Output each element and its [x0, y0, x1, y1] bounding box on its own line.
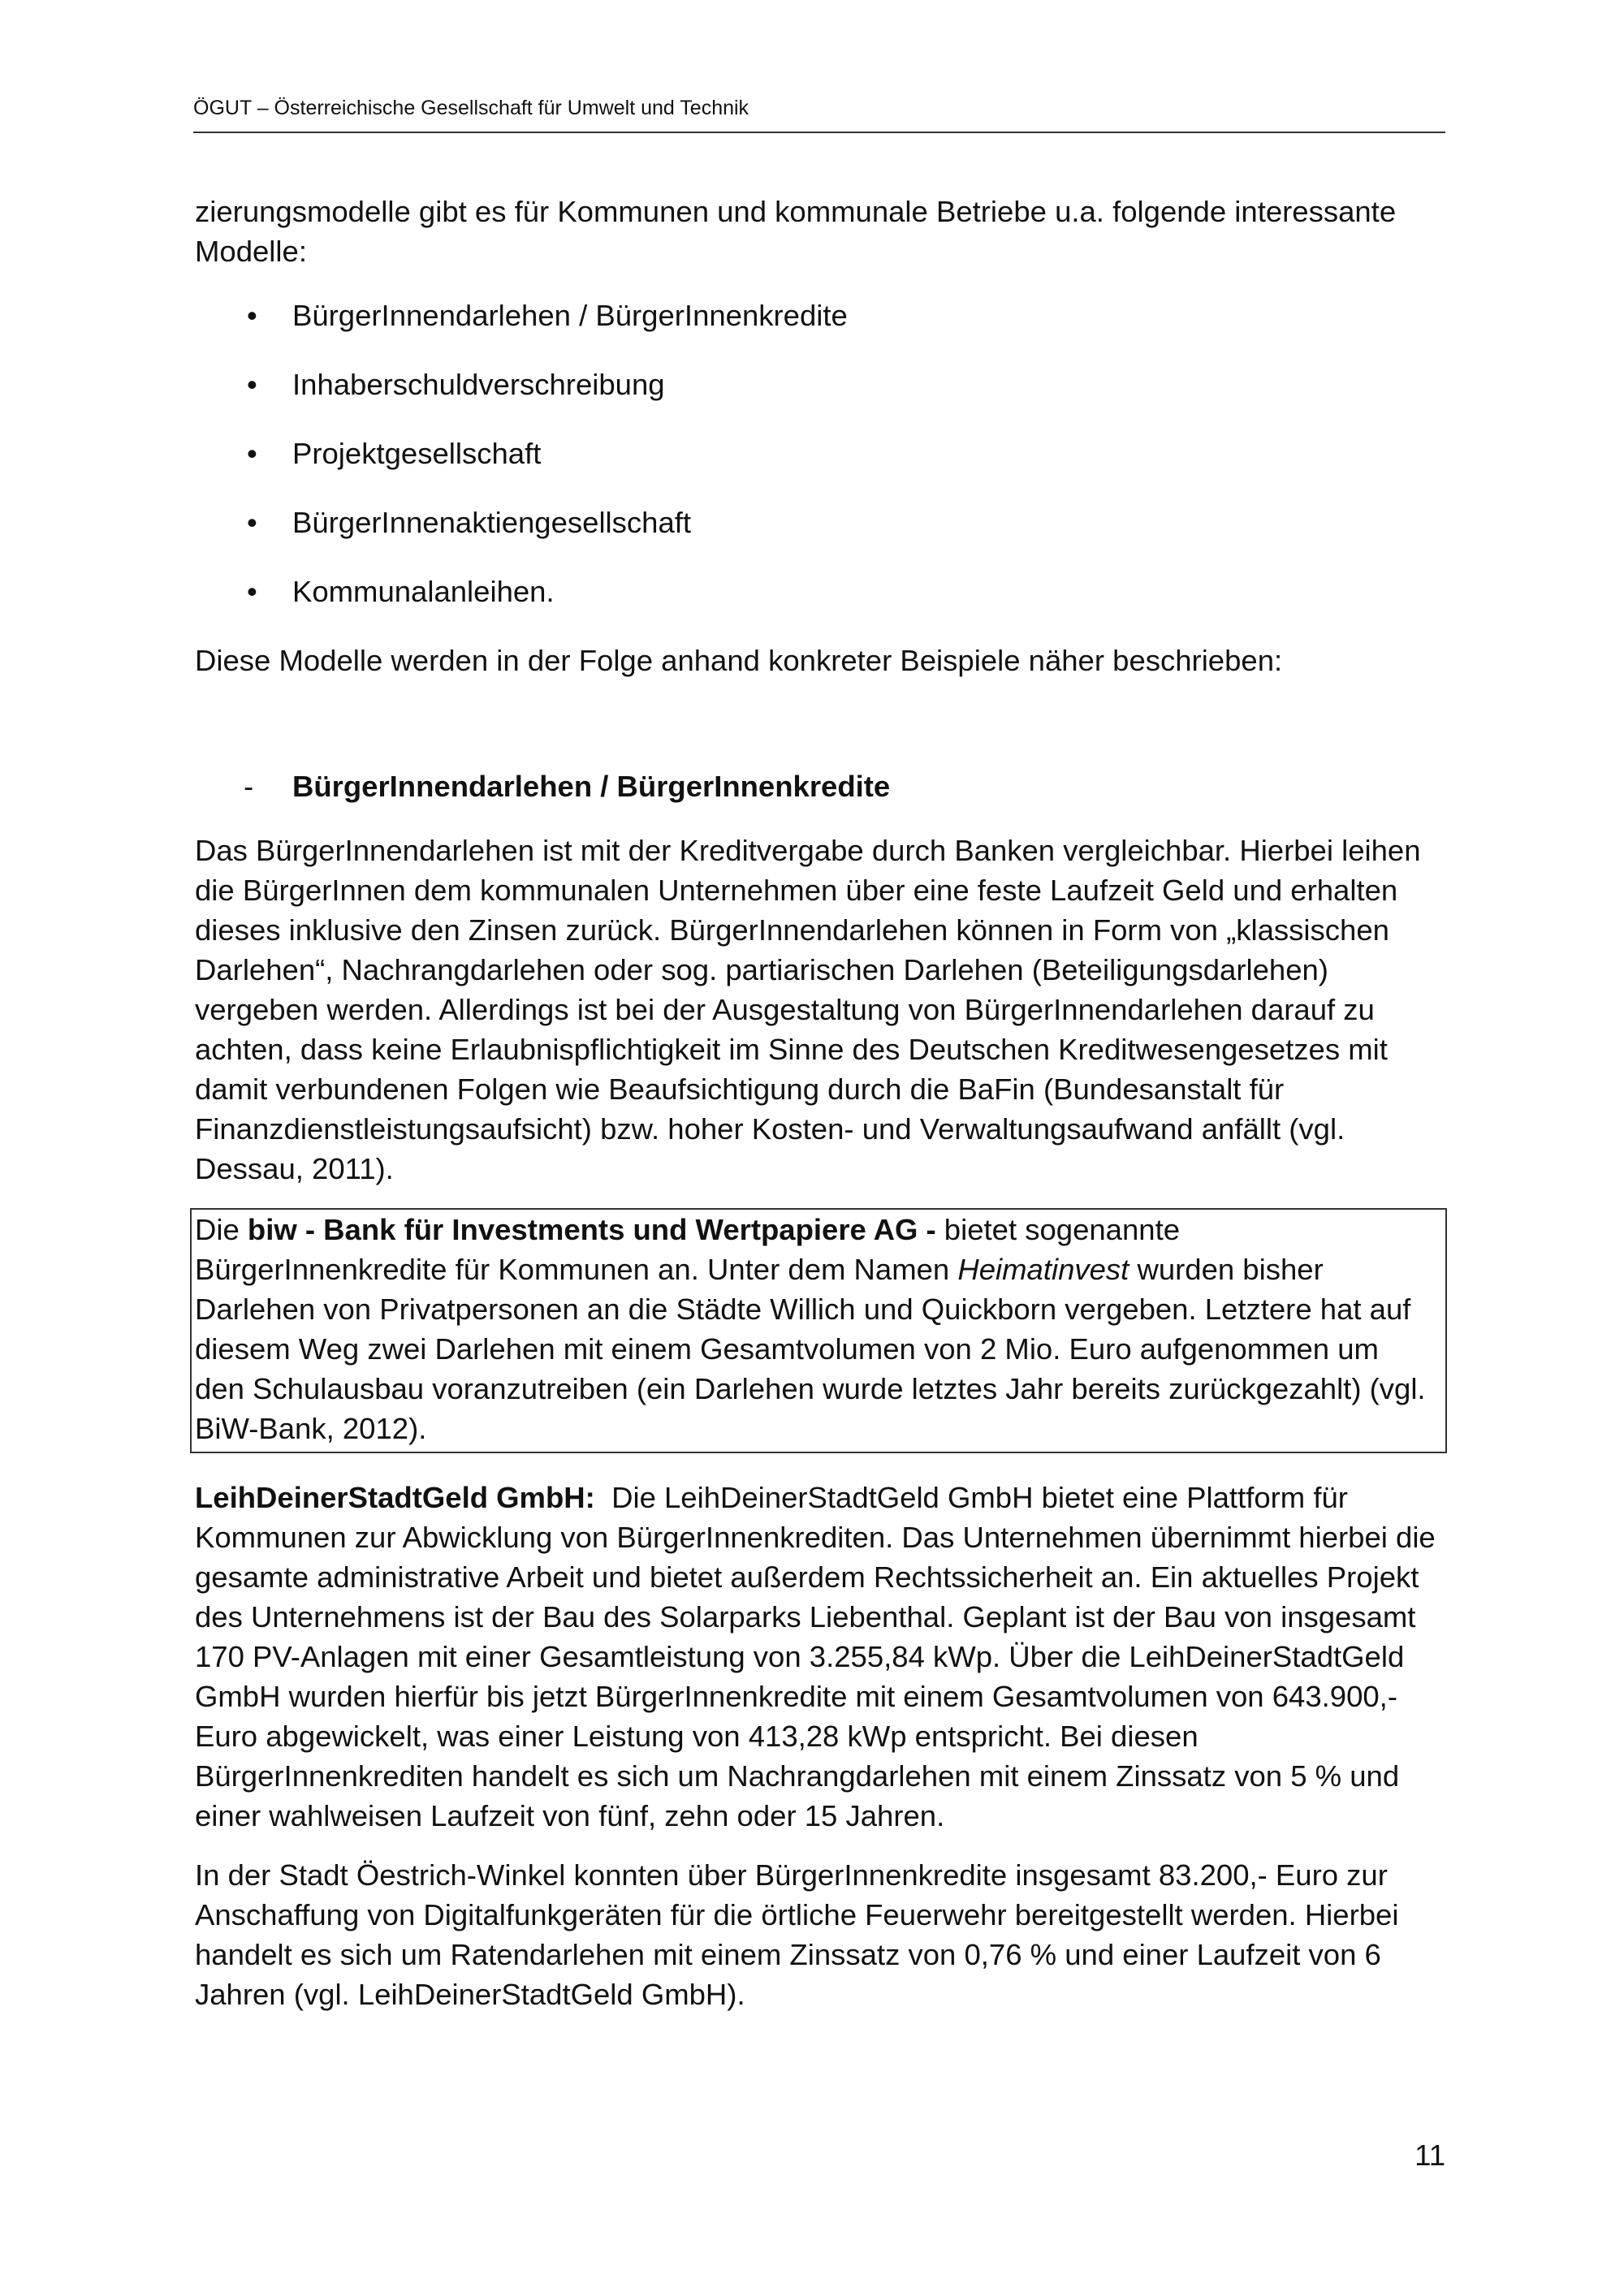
paragraph-oestrich-winkel: In der Stadt Öestrich-Winkel konnten über BürgerInnenkredite insgesamt 83.200,- Euro zur Anschaffung von Digitalfunkgeräten für die örtliche Feuerwehr bereitgestellt werden. Hierbei handelt es sich um Ratendarlehen mit einem Zinssatz von 0,76 % und einer Laufzeit von 6 Jahren (vgl. LeihDeinerStadtGeld GmbH). [195, 1858, 1399, 2011]
dash-marker: - [244, 770, 254, 803]
bank-name: biw - Bank für Investments und Wertpapiere AG - [247, 1213, 936, 1246]
bullet-icon: • [247, 575, 257, 608]
model-list [195, 296, 1445, 611]
example-box-biw: Die biw - Bank für Investments und Wertpapiere AG - bietet sogenannte BürgerInnenkredite für Kommunen an. Unter dem Namen Heimatinvest wurden bisher Darlehen von Privatpersonen an die Städte Willich und Quickborn vergeben. Letztere hat auf diesem Weg zwei Darlehen mit einem Gesamtvolumen von 2 Mio. Euro aufgenommen um den Schulausbau voranzutreiben (ein Darlehen wurde letztes Jahr bereits zurückgezahlt) (vgl. BiW-Bank, 2012). [190, 1208, 1447, 1453]
product-name: Heimatinvest [957, 1253, 1129, 1286]
section-heading: - BürgerInnendarlehen / BürgerInnenkredite [195, 766, 1445, 806]
paragraph-darlehen: Das BürgerInnendarlehen ist mit der Kreditvergabe durch Banken vergleichbar. Hierbei leihen die BürgerInnen dem kommunalen Unternehmen über eine feste Laufzeit Geld und erhalten dieses inklusive den Zinsen zurück. BürgerInnendarlehen können in Form von „klassischen Darlehen“, Nachrangdarlehen oder sog. partiarischen Darlehen (Beteiligungsdarlehen) vergeben werden. Allerdings ist bei der Ausgestaltung von BürgerInnendarlehen darauf zu achten, dass keine Erlaubnispflichtigkeit im Sinne des Deutschen Kreditwesengesetzes mit damit verbundenen Folgen wie Beaufsichtigung durch die BaFin (Bundesanstalt für Finanzdienstleistungsaufsicht) bzw. hoher Kosten- und Verwaltungsaufwand anfällt (vgl. Dessau, 2011). [195, 834, 1421, 1185]
list-item: • BürgerInnenaktiengesellschaft [195, 503, 1445, 542]
list-item: • Inhaberschuldverschreibung [195, 365, 1445, 404]
page-body [195, 192, 1445, 2034]
list-item: • Kommunalanleihen. [195, 572, 1445, 611]
bullet-icon: • [247, 299, 257, 332]
list-item: • BürgerInnendarlehen / BürgerInnenkredite [195, 296, 1445, 335]
bullet-icon: • [247, 368, 257, 401]
company-name: LeihDeinerStadtGeld GmbH: [195, 1481, 595, 1514]
page-number: 11 [1415, 2138, 1445, 2172]
running-header: ÖGUT – Österreichische Gesellschaft für Umwelt und Technik [193, 94, 1445, 133]
bullet-icon: • [247, 437, 257, 470]
paragraph-leihdeinerstadtgeld: LeihDeinerStadtGeld GmbH: Die LeihDeinerStadtGeld GmbH bietet eine Plattform für Kommunen zur Abwicklung von BürgerInnenkrediten. Das Unternehmen übernimmt hierbei die gesamte administrative Arbeit und bietet außerdem Rechtssicherheit an. Ein aktuelles Projekt des Unternehmens ist der Bau des Solarparks Liebenthal. Geplant ist der Bau von insgesamt 170 PV-Anlagen mit einer Gesamtleistung von 3.255,84 kWp. Über die LeihDeinerStadtGeld GmbH wurden hierfür bis jetzt BürgerInnenkredite mit einem Gesamtvolumen von 643.900,- Euro abgewickelt, was einer Leistung von 413,28 kWp entspricht. Bei diesen BürgerInnenkrediten handelt es sich um Nachrangdarlehen mit einem Zinssatz von 5 % und einer wahlweisen Laufzeit von fünf, zehn oder 15 Jahren. [195, 1481, 1444, 1832]
summary-paragraph: Diese Modelle werden in der Folge anhand konkreter Beispiele näher beschrieben: [195, 644, 1283, 677]
bullet-icon: • [247, 506, 257, 539]
list-item: • Projektgesellschaft [195, 434, 1445, 473]
intro-paragraph: zierungsmodelle gibt es für Kommunen und kommunale Betriebe u.a. folgende interessante Modelle: [195, 195, 1397, 268]
